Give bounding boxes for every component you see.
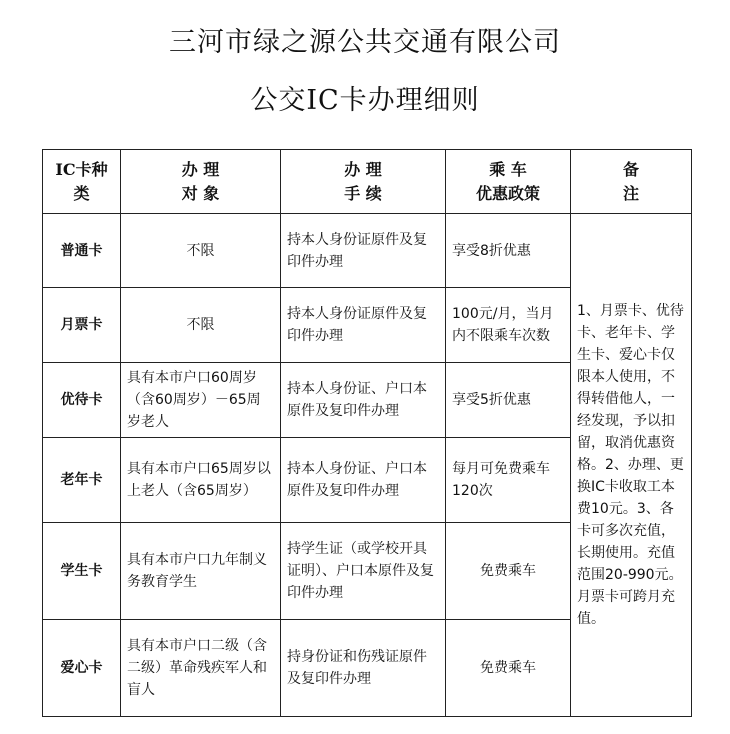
procedure-cell: 持本人身份证、户口本原件及复印件办理	[281, 438, 446, 523]
policy-cell: 每月可免费乘车120次	[446, 438, 571, 523]
ic-card-rules-table	[42, 149, 692, 717]
target-cell: 具有本市户口九年制义务教育学生	[121, 523, 281, 620]
header-note-line1: 备	[622, 159, 639, 179]
target-cell: 具有本市户口二级（含二级）革命残疾军人和盲人	[121, 620, 281, 717]
header-card-type	[43, 150, 121, 214]
header-target-line2: 对 象	[181, 183, 220, 203]
procedure-cell: 持学生证（或学校开具证明）、户口本原件及复印件办理	[281, 523, 446, 620]
header-target-line1: 办 理	[181, 159, 220, 179]
policy-cell: 免费乘车	[446, 620, 571, 717]
policy-cell: 享受8折优惠	[446, 214, 571, 288]
header-procedure-line1: 办 理	[344, 159, 382, 179]
header-policy-line1: 乘 车	[489, 159, 527, 179]
card-type-cell: 爱心卡	[43, 620, 121, 717]
header-policy-line2: 优惠政策	[475, 183, 540, 203]
procedure-cell: 持身份证和伤残证原件及复印件办理	[281, 620, 446, 717]
target-cell: 具有本市户口60周岁（含60周岁）－65周岁老人	[121, 363, 281, 438]
header-note-line2: 注	[622, 183, 639, 203]
policy-cell: 免费乘车	[446, 523, 571, 620]
header-card-type-line2: 类	[73, 183, 90, 203]
target-cell: 不限	[121, 214, 281, 288]
card-type-cell: 普通卡	[43, 214, 121, 288]
policy-cell: 100元/月，当月内不限乘车次数	[446, 288, 571, 363]
header-procedure	[281, 150, 446, 214]
procedure-cell: 持本人身份证原件及复印件办理	[281, 214, 446, 288]
card-type-cell: 月票卡	[43, 288, 121, 363]
card-type-cell: 老年卡	[43, 438, 121, 523]
header-policy	[446, 150, 571, 214]
header-procedure-line2: 手 续	[344, 183, 382, 203]
note-cell: 1、月票卡、优待卡、老年卡、学生卡、爱心卡仅限本人使用，不得转借他人，一经发现，予以扣留，取消优惠资格。2、办理、更换IC卡收取工本费10元。3、各卡可多次充值，长期使用。充值范围20-990元。月票卡可跨月充值。	[571, 214, 692, 717]
procedure-cell: 持本人身份证原件及复印件办理	[281, 288, 446, 363]
card-type-cell: 优待卡	[43, 363, 121, 438]
header-target	[121, 150, 281, 214]
page-title: 三河市绿之源公共交通有限公司	[169, 27, 561, 58]
table-row	[43, 214, 692, 288]
target-cell: 不限	[121, 288, 281, 363]
procedure-cell: 持本人身份证、户口本原件及复印件办理	[281, 363, 446, 438]
header-card-type-line1: IC卡种	[55, 159, 108, 179]
header-note	[571, 150, 692, 214]
policy-cell: 享受5折优惠	[446, 363, 571, 438]
table-header-row	[43, 150, 692, 214]
page-subtitle: 公交IC卡办理细则	[250, 85, 480, 116]
card-type-cell: 学生卡	[43, 523, 121, 620]
target-cell: 具有本市户口65周岁以上老人（含65周岁）	[121, 438, 281, 523]
